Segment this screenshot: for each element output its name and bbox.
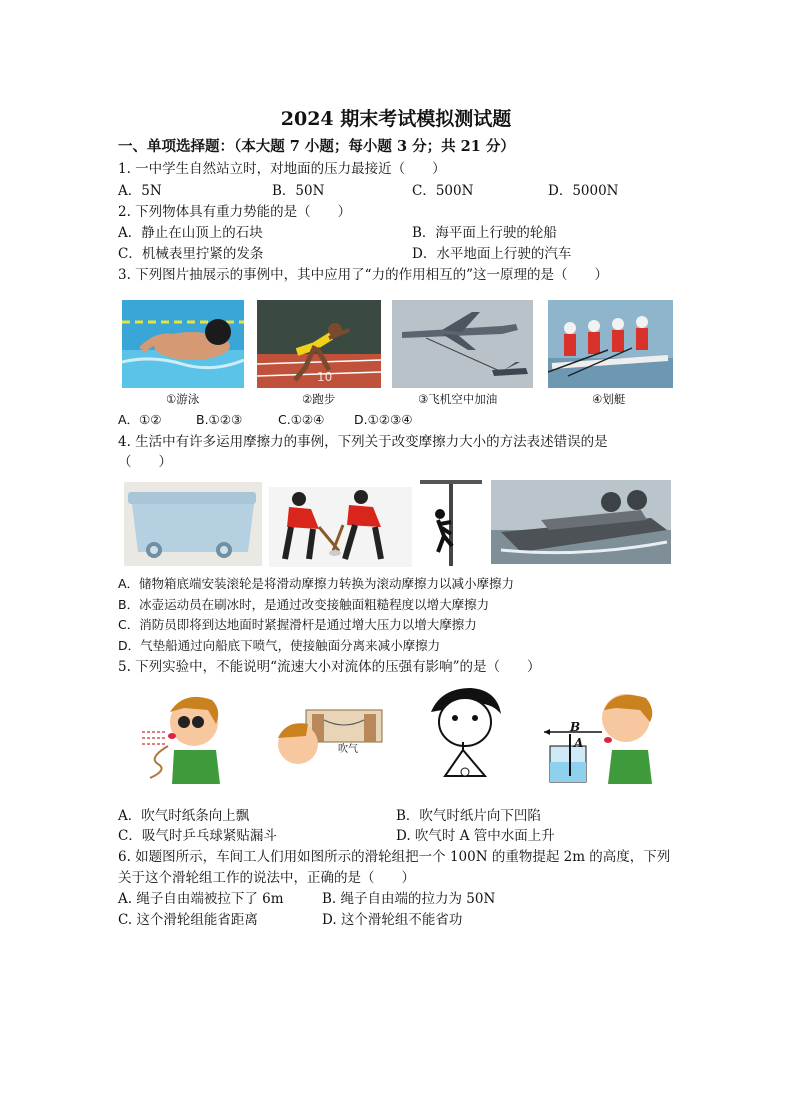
running-image: [257, 300, 381, 388]
q2-stem: 2. 下列物体具有重力势能的是（ ）: [118, 204, 352, 220]
q3-option-d: D.①②③④: [354, 412, 413, 427]
q1-option-d: D．5000N: [548, 183, 619, 199]
curling-image: [269, 487, 412, 567]
caption-refueling: ③飞机空中加油: [418, 392, 498, 406]
q5-option-c: C．吸气时乒乓球紧贴漏斗: [118, 828, 277, 844]
q6-option-a: A. 绳子自由端被拉下了 6m: [118, 891, 284, 907]
q5-option-a: A．吹气时纸条向上飘: [118, 808, 250, 824]
refueling-image: [392, 300, 533, 388]
caption-rowing: ④划艇: [592, 392, 626, 406]
q2-option-d: D．水平地面上行驶的汽车: [412, 246, 572, 262]
storage-box-image: [124, 482, 262, 566]
q1-option-b: B．50N: [272, 183, 325, 199]
q6-stem-line2: 关于这个滑轮组工作的说法中，正确的是（ ）: [118, 870, 415, 886]
q6-option-b: B. 绳子自由端的拉力为 50N: [322, 891, 496, 907]
pipe-water-experiment-image: [542, 688, 660, 784]
q4-option-a: A．储物箱底端安装滚轮是将滑动摩擦力转换为滚动摩擦力以减小摩擦力: [118, 576, 515, 591]
page-title: 2024 期末考试模拟测试题: [280, 108, 512, 130]
q5-option-b: B．吹气时纸片向下凹陷: [396, 808, 541, 824]
q4-option-b: B．冰壶运动员在刷冰时，是通过改变接触面粗糙程度以增大摩擦力: [118, 597, 490, 612]
image-watermark: 10: [317, 370, 333, 384]
caption-swimming: ①游泳: [166, 392, 200, 406]
q3-option-b: B.①②③: [196, 412, 243, 427]
q6-stem-line1: 6. 如题图所示，车间工人们用如图所示的滑轮组把一个 100N 的重物提起 2m 的高度，下列: [118, 849, 671, 865]
paper-sheet-experiment-image: [272, 700, 394, 772]
q1-option-a: A．5N: [118, 183, 162, 199]
q3-option-a: A．①②: [118, 412, 162, 427]
hovercraft-image: [491, 480, 671, 564]
q2-option-c: C．机械表里拧紧的发条: [118, 246, 264, 262]
caption-running: ②跑步: [302, 392, 336, 406]
rowing-image: [548, 300, 673, 388]
q4-option-d: D．气垫船通过向船底下喷气，使接触面分离来减小摩擦力: [118, 638, 441, 653]
q3-stem: 3. 下列图片抽展示的事例中，其中应用了“力的作用相互的”这一原理的是（ ）: [118, 267, 608, 283]
q2-option-a: A．静止在山顶上的石块: [118, 225, 263, 241]
q4-stem: 4. 生活中有许多运用摩擦力的事例，下列关于改变摩擦力大小的方法表述错误的是: [118, 434, 608, 450]
q1-stem: 1. 一中学生自然站立时，对地面的压力最接近（ ）: [118, 161, 446, 177]
q5-option-d: D. 吹气时 A 管中水面上升: [396, 828, 555, 844]
q3-option-c: C.①②④: [278, 412, 325, 427]
label-b: B: [570, 720, 581, 734]
funnel-ball-experiment-image: [421, 684, 509, 784]
q6-option-c: C. 这个滑轮组能省距离: [118, 912, 258, 928]
blow-label: 吹气: [338, 744, 358, 755]
q6-option-d: D. 这个滑轮组不能省功: [322, 912, 463, 928]
fireman-pole-image: [420, 480, 482, 566]
paper-strip-experiment-image: [128, 688, 228, 784]
q2-option-b: B．海平面上行驶的轮船: [412, 225, 557, 241]
section-heading: 一、单项选择题：（本大题 7 小题；每小题 3 分；共 21 分）: [118, 138, 515, 155]
q1-option-c: C．500N: [412, 183, 474, 199]
swimming-image: [122, 300, 244, 388]
label-a: A: [574, 736, 584, 750]
q4-option-c: C．消防员即将到达地面时紧握滑杆是通过增大压力以增大摩擦力: [118, 617, 477, 632]
q5-stem: 5. 下列实验中，不能说明“流速大小对流体的压强有影响”的是（ ）: [118, 659, 541, 675]
q4-paren: （ ）: [118, 454, 172, 470]
